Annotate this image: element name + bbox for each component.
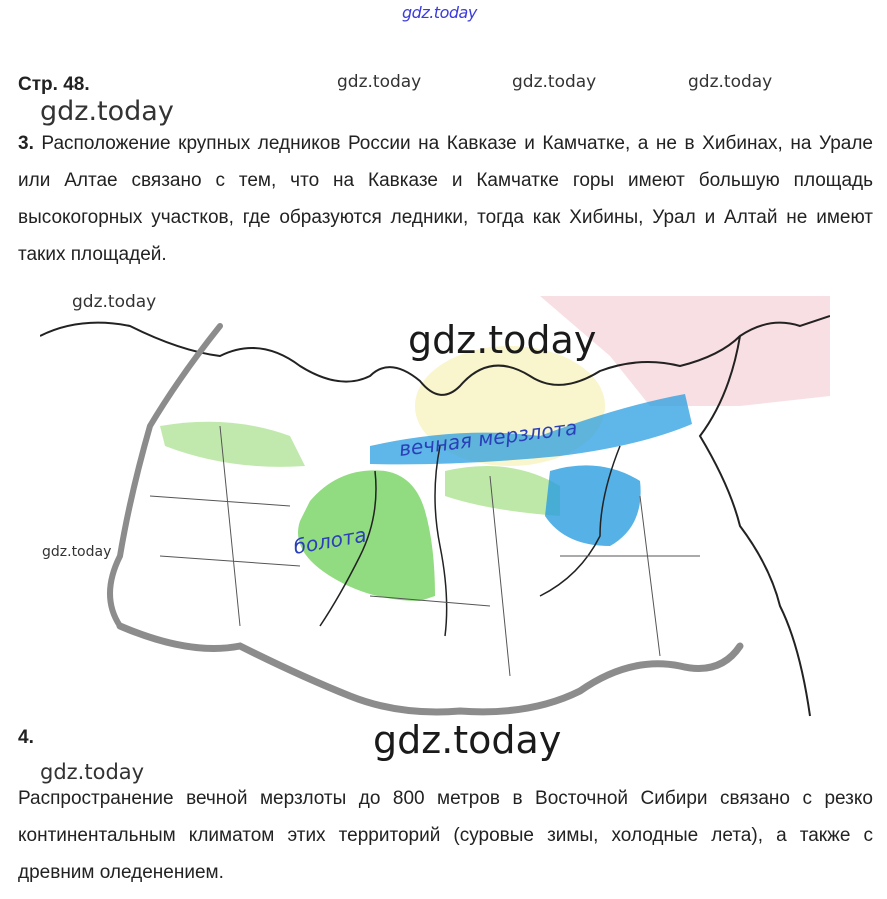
task-3-paragraph bbox=[18, 125, 873, 273]
russia-map bbox=[40, 296, 830, 746]
swamps-label: болота bbox=[291, 522, 369, 559]
watermark-below-title: gdz.today bbox=[40, 96, 174, 127]
watermark-map-top-left: gdz.today bbox=[72, 292, 157, 312]
watermark-top: gdz.today bbox=[402, 3, 477, 22]
page-label: Стр. 48. bbox=[18, 74, 90, 95]
watermark-header-3: gdz.today bbox=[688, 72, 773, 92]
watermark-map-bottom: gdz.today bbox=[373, 718, 562, 762]
task-3-text: Расположение крупных ледников России на Кавказе и Камчатке, а не в Хибинах, на Урале или Алтае связано с тем, что на Кавказе и Камчатке горы имеют большую площадь высокогорных участков, где образуются ледники, тогда как Хибины, Урал и Алтай не имеют таких площадей. bbox=[18, 133, 873, 265]
watermark-map-center: gdz.today bbox=[408, 318, 597, 362]
watermark-task4: gdz.today bbox=[40, 760, 145, 784]
task-3-number: 3. bbox=[18, 133, 34, 154]
watermark-header-2: gdz.today bbox=[512, 72, 597, 92]
watermark-map-left: gdz.today bbox=[42, 544, 112, 560]
permafrost-label: вечная мерзлота bbox=[397, 415, 579, 461]
task-4-text: Распространение вечной мерзлоты до 800 метров в Восточной Сибири связано с резко континентальным климатом этих территорий (суровые зимы, холодные лета), а также с древним оледенением. bbox=[18, 788, 873, 883]
task-4-number: 4. bbox=[18, 727, 34, 748]
watermark-header-1: gdz.today bbox=[337, 72, 422, 92]
